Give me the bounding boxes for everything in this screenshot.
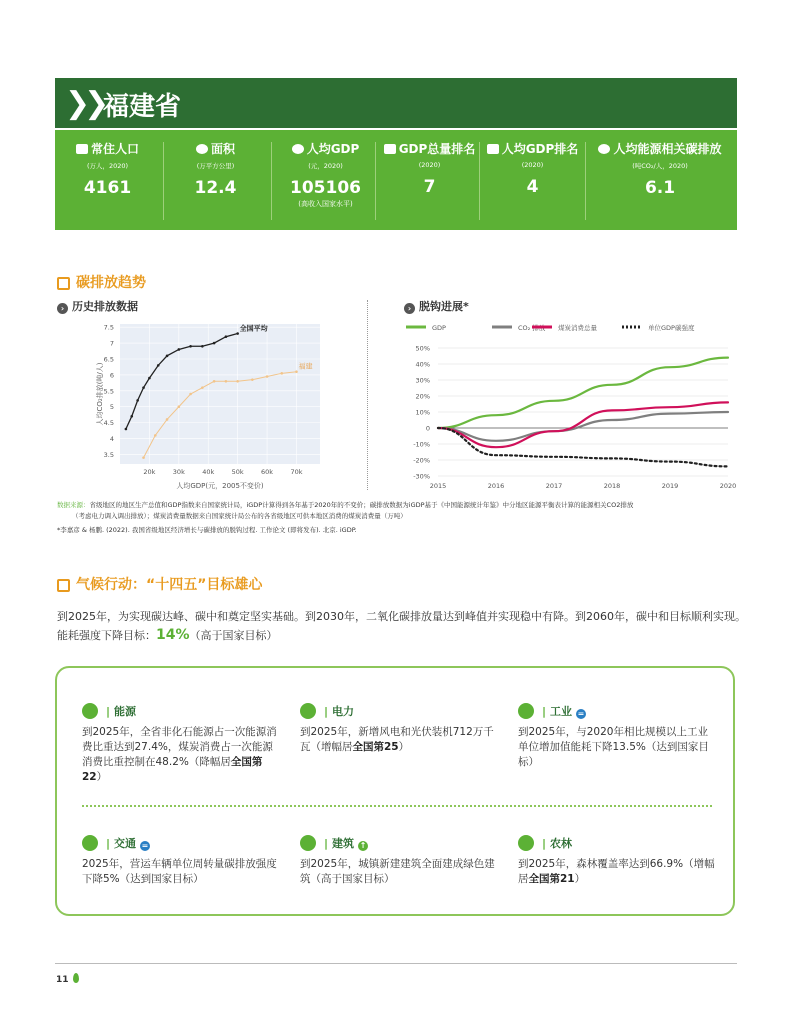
goal-power-title: | 电力 <box>300 703 354 719</box>
x-tick-label: 2019 <box>661 482 679 490</box>
page-title: 福建省 <box>103 92 182 122</box>
data-point <box>236 380 239 383</box>
y-tick-label: 4 <box>109 435 114 444</box>
goal-building-text: 到2025年，城镇新建建筑全面建成绿色建筑（高于国家目标） <box>300 858 495 885</box>
stats-bar <box>55 130 737 230</box>
data-point <box>178 405 181 408</box>
x-tick-label: 2015 <box>429 482 447 490</box>
goal-forestry-text: 到2025年，森林覆盖率达到66.9%（增幅居全国第21） <box>518 858 715 885</box>
data-point <box>225 335 228 338</box>
double-chevron-icon: ❯❯ <box>65 86 104 121</box>
data-point <box>189 393 192 396</box>
y-tick-label: 40% <box>415 360 430 369</box>
edit-icon <box>57 579 70 592</box>
goal-power-text: 到2025年，新增风电和光伏装机712万千瓦（增幅居全国第25） <box>300 726 494 753</box>
building-icon <box>300 835 316 851</box>
data-point <box>189 345 192 348</box>
y-tick-label: 4.5 <box>103 419 114 428</box>
stat-gdp-per-capita-rank: 人均GDP排名 (2020) 4 <box>480 130 585 230</box>
y-tick-label: 5.5 <box>103 387 114 396</box>
people-rank-icon <box>487 144 499 154</box>
y-tick-label: 50% <box>415 344 430 353</box>
y-tick-label: 30% <box>415 376 430 385</box>
legend-label: CO₂ 排放 <box>518 324 546 332</box>
goal-transport-text: 2025年，营运车辆单位周转量碳排放强度下降5%（达到国家目标） <box>82 858 277 885</box>
data-point <box>266 375 269 378</box>
stat-population: 常住人口 (万人，2020) 4161 <box>55 130 160 230</box>
stat-carbon-per-capita: 人均能源相关碳排放 (吨CO₂/人，2020) 6.1 <box>595 130 725 230</box>
legend-label: GDP <box>432 324 446 332</box>
goals-divider <box>82 805 712 807</box>
y-tick-label: 7 <box>109 339 114 348</box>
people-icon <box>76 144 88 154</box>
co2-cloud-icon <box>598 144 610 154</box>
goal-energy-title: | 能源 <box>82 703 136 719</box>
data-point <box>178 348 181 351</box>
chart-divider <box>367 300 368 490</box>
y-tick-label: 3.5 <box>103 450 114 459</box>
bar-chart-icon <box>384 144 396 154</box>
series-label: 全国平均 <box>239 324 268 333</box>
climate-paragraph: 到2025年，为实现碳达峰、碳中和奠定坚实基础。到2030年，二氧化碳排放量达到峰值并实现稳中有降。到2060年，碳中和目标顺利实现。 <box>57 610 746 623</box>
footnote-source: 数据来源：省级地区的地区生产总值和GDP指数来自国家统计局，iGDP计算得到各年基于2020年的不变价；碳排放数据为iGDP基于《中国能源统计年鉴》中分地区能源平衡表计算的能源相关CO2排放 <box>57 501 634 509</box>
x-tick-label: 2020 <box>719 482 737 490</box>
data-point <box>125 428 128 431</box>
data-point <box>201 386 204 389</box>
data-point <box>154 434 157 437</box>
x-tick-label: 30k <box>172 468 185 476</box>
footnote-source-2: （考虑电力调入调出排放）；煤炭消费量数据来自国家统计局公布的各省级地区可供本地区消费的煤炭消费量（万吨） <box>72 512 407 520</box>
y-tick-label: -20% <box>413 456 430 465</box>
chevron-right-icon: › <box>57 303 68 314</box>
stat-gdp-per-capita: 人均GDP (元，2020) 105106 (高收入国家水平) <box>290 142 361 208</box>
power-plant-icon <box>300 703 316 719</box>
goal-industry-title: | 工业 = <box>518 703 586 719</box>
x-tick-label: 2016 <box>487 482 505 490</box>
page-number: 11 <box>56 975 69 985</box>
tree-icon <box>518 835 534 851</box>
x-tick-label: 20k <box>143 468 156 476</box>
subheading-history: › 历史排放数据 <box>57 298 138 314</box>
history-scatter-chart <box>80 318 330 498</box>
goal-energy-text: 到2025年，全省非化石能源占一次能源消费比重达到27.4%，煤炭消费占一次能源消费比重控制在48.2%（降幅居全国第22） <box>82 726 277 783</box>
energy-intensity-target: 能耗强度下降目标：14%（高于国家目标） <box>57 627 278 643</box>
goal-building-title: | 建筑 ↑ <box>300 835 368 851</box>
data-point <box>166 355 169 358</box>
y-axis-label: 人均CO₂排放(吨/人) <box>96 362 104 426</box>
data-point <box>157 364 160 367</box>
legend-label: 煤炭消费总量 <box>558 324 597 332</box>
data-point <box>166 418 169 421</box>
x-tick-label: 60k <box>261 468 274 476</box>
legend-label: 单位GDP碳强度 <box>648 324 695 332</box>
factory-icon <box>518 703 534 719</box>
footer-rule <box>55 963 737 964</box>
y-tick-label: 5 <box>109 403 114 412</box>
up-arrow-badge-icon: ↑ <box>359 841 367 850</box>
data-point <box>295 370 298 373</box>
leaf-icon <box>73 973 79 983</box>
data-point <box>142 456 145 459</box>
data-point <box>148 377 151 380</box>
data-point <box>251 378 254 381</box>
y-tick-label: 6 <box>109 371 114 380</box>
y-tick-label: 0 <box>425 424 430 433</box>
section-heading-trend: 碳排放趋势 <box>57 272 146 292</box>
solar-panel-icon <box>82 703 98 719</box>
data-point <box>236 332 239 335</box>
stat-gdp-rank: GDP总量排名 (2020) 7 <box>377 130 482 230</box>
data-point <box>213 342 216 345</box>
decoupling-line-chart <box>400 318 740 496</box>
equal-badge-icon: = <box>577 709 585 718</box>
plot-background <box>120 324 320 464</box>
x-tick-label: 2018 <box>603 482 621 490</box>
data-point <box>136 399 139 402</box>
x-tick-label: 70k <box>290 468 303 476</box>
y-tick-label: 20% <box>415 392 430 401</box>
y-tick-label: 10% <box>415 408 430 417</box>
goal-forestry-title: | 农林 <box>518 835 572 851</box>
x-tick-label: 40k <box>202 468 215 476</box>
data-point <box>225 380 228 383</box>
y-tick-label: -10% <box>413 440 430 449</box>
footnote-reference: *李嘉彦 & 杨鹏. (2022). 我国省级地区经济增长与碳排放的脱钩过程. 工作论文 (即将发布). 北京. iGDP. <box>57 526 357 534</box>
coin-icon <box>292 144 304 154</box>
data-point <box>213 380 216 383</box>
y-tick-label: 6.5 <box>103 355 114 364</box>
data-point <box>130 415 133 418</box>
section-heading-climate: 气候行动：“十四五”目标雄心 <box>57 574 262 594</box>
series-line <box>438 428 728 466</box>
series-label: 福建 <box>298 362 313 371</box>
data-point <box>201 345 204 348</box>
data-point <box>142 386 145 389</box>
y-tick-label: 7.5 <box>103 323 114 332</box>
chevron-right-icon: › <box>404 303 415 314</box>
data-point <box>280 372 283 375</box>
x-tick-label: 50k <box>231 468 244 476</box>
stat-area: 面积 (万平方公里) 12.4 <box>194 142 237 198</box>
subheading-progress: › 脱钩进展* <box>404 298 469 314</box>
equal-badge-icon: = <box>141 841 149 850</box>
y-tick-label: -30% <box>413 472 430 481</box>
car-icon <box>82 835 98 851</box>
pie-icon <box>196 144 208 154</box>
province-banner <box>55 78 737 128</box>
legend-item <box>622 323 695 332</box>
goal-transport-title: | 交通 = <box>82 835 150 851</box>
legend-item <box>406 324 446 332</box>
goal-industry-text: 到2025年，与2020年相比规模以上工业单位增加值能耗下降13.5%（达到国家目标） <box>518 726 709 768</box>
edit-icon <box>57 277 70 290</box>
x-tick-label: 2017 <box>545 482 563 490</box>
series-line <box>438 358 728 428</box>
x-axis-label: 人均GDP(元，2005不变价) <box>176 482 264 490</box>
